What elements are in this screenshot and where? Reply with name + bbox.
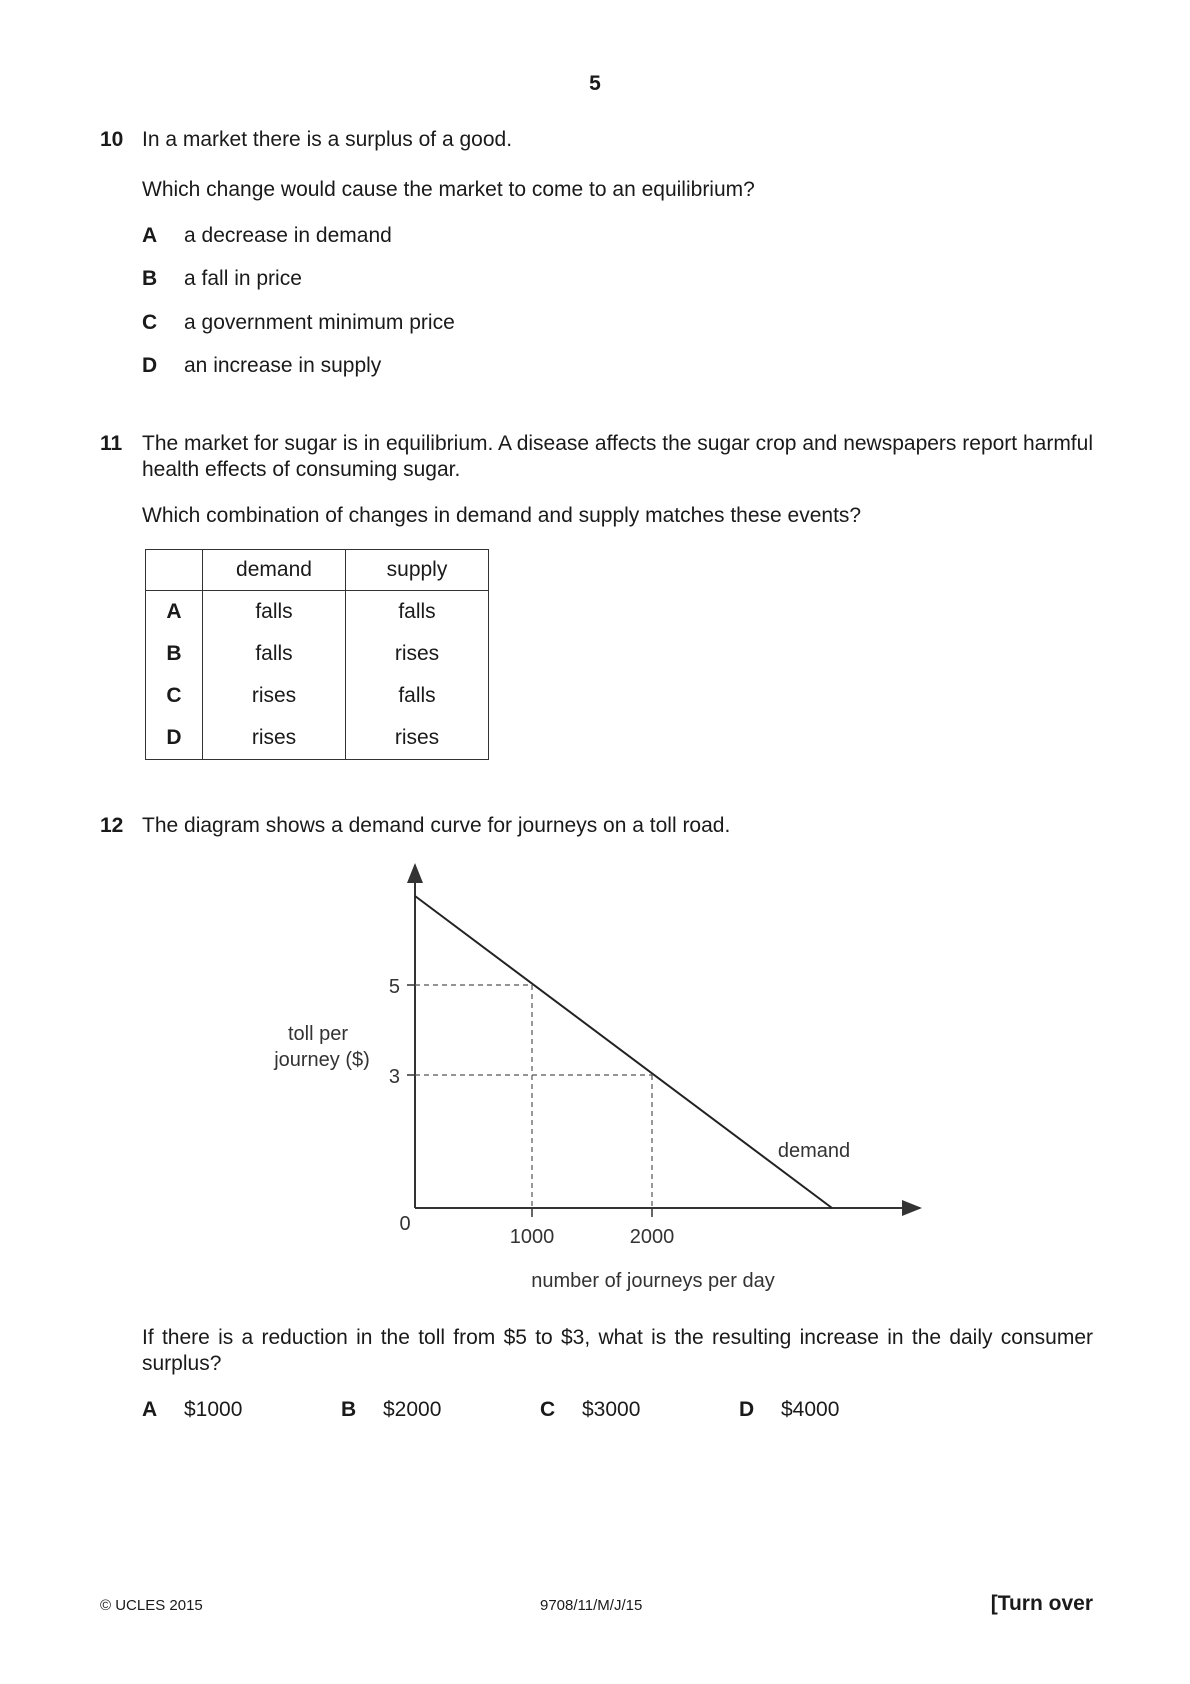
q10-option-b-letter: B (142, 267, 158, 290)
row-demand: falls (203, 591, 346, 634)
q12-option-b-letter: B (341, 1398, 357, 1421)
x-axis-label: number of journeys per day (531, 1270, 775, 1292)
row-key: B (146, 633, 203, 675)
footer-paper-code: 9708/11/M/J/15 (540, 1597, 643, 1614)
y-tick-label-5: 5 (388, 976, 400, 998)
question-10-prompt: Which change would cause the market to come to an equilibrium? (142, 178, 755, 201)
row-key: D (146, 717, 203, 760)
q12-option-d-text[interactable]: $4000 (781, 1398, 840, 1421)
question-12-prompt: If there is a reduction in the toll from $5 to $3, what is the resulting increase in the daily consumer surplus? (142, 1326, 1093, 1375)
q12-option-b-text[interactable]: $2000 (383, 1398, 442, 1421)
table-header-demand: demand (203, 550, 346, 591)
q10-option-a-letter: A (142, 224, 158, 247)
y-axis-label-line2: journey ($) (274, 1049, 370, 1071)
question-12-stem: The diagram shows a demand curve for journeys on a toll road. (142, 814, 731, 837)
q12-option-a-text[interactable]: $1000 (184, 1398, 243, 1421)
turn-over-label: [Turn over (990, 1592, 1093, 1615)
q12-option-a-letter: A (142, 1398, 158, 1421)
y-tick-label-3: 3 (388, 1066, 400, 1088)
q10-option-a-text[interactable]: a decrease in demand (184, 224, 392, 247)
x-tick-label-2000: 2000 (629, 1226, 675, 1248)
q12-option-d-letter: D (739, 1398, 755, 1421)
question-10-stem: In a market there is a surplus of a good. (142, 128, 513, 151)
row-supply: falls (346, 591, 489, 634)
row-supply: rises (346, 633, 489, 675)
q10-option-c-text[interactable]: a government minimum price (184, 311, 455, 334)
y-axis-label-line1: toll per (287, 1023, 349, 1045)
row-key: C (146, 675, 203, 717)
question-11-stem: The market for sugar is in equilibrium. A disease affects the sugar crop and newspapers report harmful health effects of consuming sugar. (142, 432, 1093, 481)
row-demand: rises (203, 717, 346, 760)
q12-option-c-text[interactable]: $3000 (582, 1398, 641, 1421)
row-key: A (146, 591, 203, 634)
q10-option-b-text[interactable]: a fall in price (184, 267, 302, 290)
question-12-number: 12 (100, 814, 124, 837)
q10-option-d-letter: D (142, 354, 158, 377)
row-demand: falls (203, 633, 346, 675)
x-tick-label-1000: 1000 (509, 1226, 555, 1248)
question-11-prompt: Which combination of changes in demand and supply matches these events? (142, 504, 862, 527)
footer-copyright: © UCLES 2015 (100, 1597, 203, 1614)
table-header-supply: supply (346, 550, 489, 591)
row-supply: falls (346, 675, 489, 717)
page-number: 5 (589, 72, 601, 95)
origin-label: 0 (399, 1213, 411, 1235)
question-11-number: 11 (100, 432, 123, 455)
row-supply: rises (346, 717, 489, 760)
question-10-number: 10 (100, 128, 124, 151)
demand-curve (415, 896, 832, 1208)
q12-option-c-letter: C (540, 1398, 556, 1421)
demand-curve-label: demand (777, 1140, 851, 1162)
row-demand: rises (203, 675, 346, 717)
q10-option-c-letter: C (142, 311, 158, 334)
q10-option-d-text[interactable]: an increase in supply (184, 354, 382, 377)
